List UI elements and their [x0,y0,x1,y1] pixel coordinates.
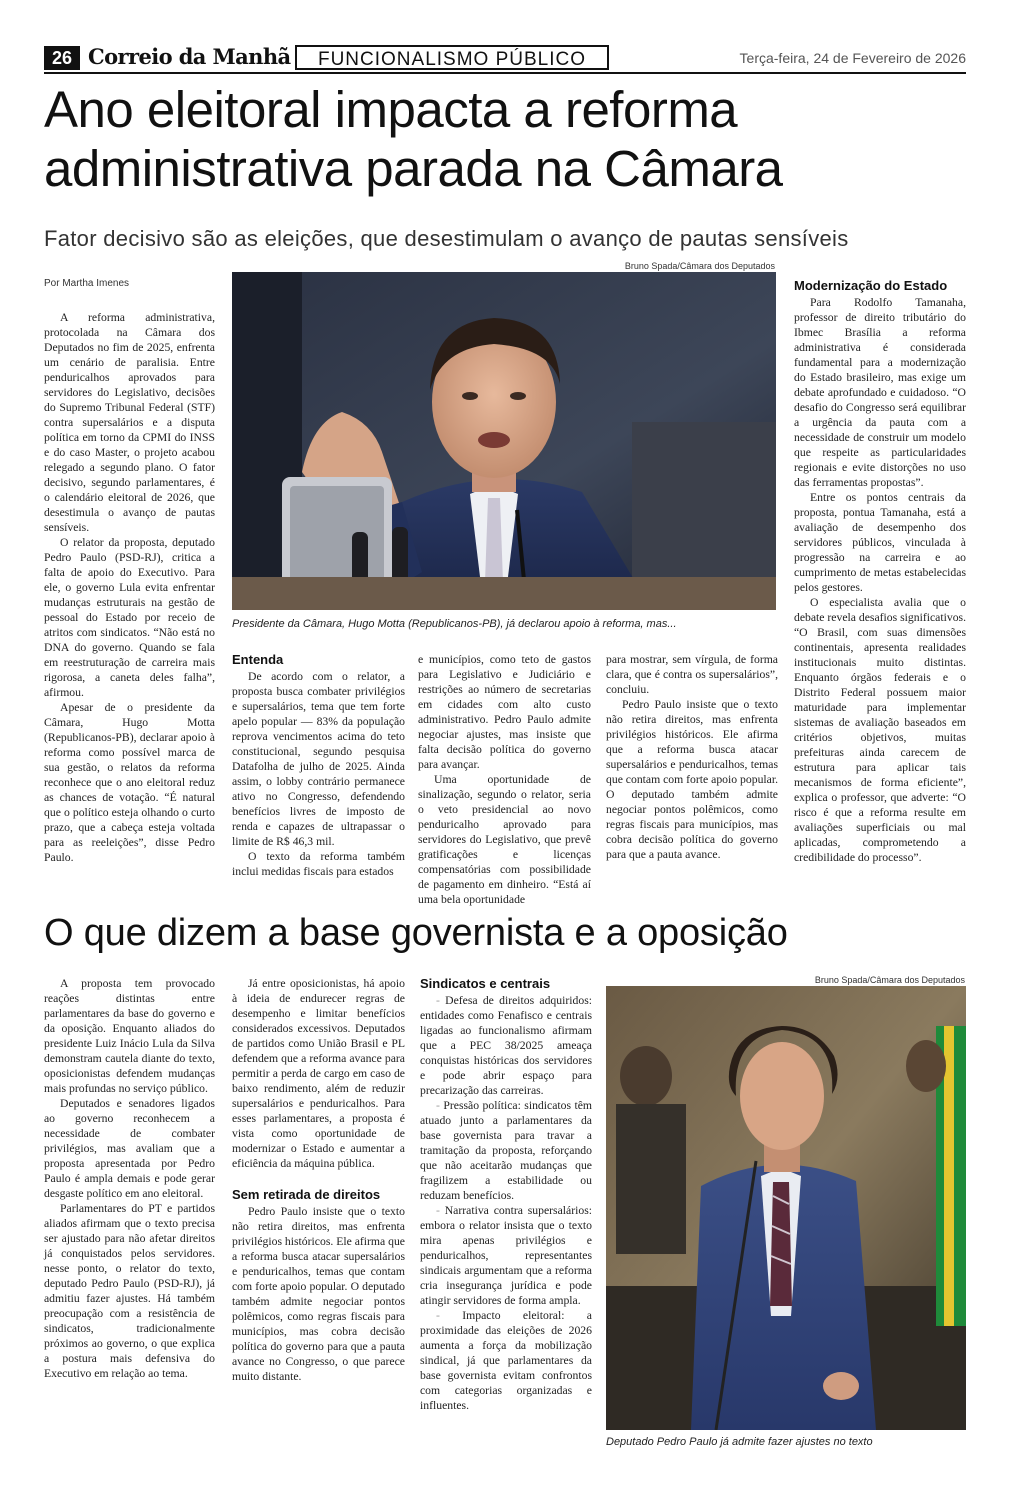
photo-pedro-paulo [606,986,966,1430]
dash-marker: - [436,1309,463,1322]
entenda-heading: Entenda [232,652,284,667]
paragraph: Uma oportunidade de sinalização, segundo o relator, seria o veto presidencial ao novo penduricalho aprovado para servidores do Legislativo, que prevê gratificações e licenças compensatórias com possibilidade de pagamento em dinheiro. “Está aí uma bela oportunidade [418,773,591,906]
dash-marker: - [436,994,446,1007]
newspaper-logo: Correio da Manhã [88,44,291,69]
byline: Por Martha Imenes [44,278,130,289]
section-label: FUNCIONALISMO PÚBLICO [295,45,609,70]
paragraph: e municípios, como teto de gastos para Legislativo e Judiciário e restrições ao número de secretarias em cidades com alto custo administrativo. Pedro Paulo admite negociar ajustes, mas insiste que falta decisão política do governo para avançar. [418,653,591,771]
bullet-paragraph: - Impacto eleitoral: a proximidade das eleições de 2026 aumenta a força da mobilização sindical, já que parlamentares da base governista evitam confrontos com categorias organizadas e influentes. [420,1309,592,1412]
bullet-paragraph: - Defesa de direitos adquiridos: entidades como Fenafisco e centrais ligadas ao funcionalismo afirmam que a PEC 38/2025 ameaça conquistas históricas dos servidores e pode abrir espaço para precarização das carreiras. [420,994,592,1097]
deputy-speaking-illustration [606,986,966,1430]
article-headline: Ano eleitoral impacta a reforma administrativa parada na Câmara [44,81,783,197]
header-rule [44,72,966,74]
paragraph: A reforma administrativa, protocolada na Câmara dos Deputados no fim de 2025, enfrenta um cenário de paralisia. Entre penduricalhos aprovados para servidores do Legislativo, decisões do Supremo Tribunal Federal (STF) contra supersalários e a disputa política em torno da CPMI do INSS e do caso Master, o projeto acabou relegado a segundo plano. O fator decisivo, segundo parlamentares, é o calendário eleitoral de 2026, que desestimula o avanço de pautas sensíveis. [44,311,215,534]
photo-caption: Deputado Pedro Paulo já admite fazer ajustes no texto [606,1436,873,1448]
article1-column-4 [606,652,778,862]
paragraph: A proposta tem provocado reações distintas entre parlamentares da base do governo e da oposição. Enquanto aliados do presidente Luiz Inácio Lula da Silva demonstram cautela diante do texto, oposicionistas defendem mudanças mais profundas no serviço público. [44,977,215,1095]
sem-retirada-heading: Sem retirada de direitos [232,1187,381,1202]
article1-column-1 [44,310,215,865]
paragraph: Pedro Paulo insiste que o texto não retira direitos, mas enfrenta privilégios históricos. Ele afirma que a reforma busca atacar supersalários e penduricalhos, temas que contam com forte apoio popular. O deputado também admite negociar pontos polêmicos, como regras fiscais para municípios, mas cobra decisão política do governo para que a pauta avance. [606,698,779,861]
page-number: 26 [44,46,80,70]
modernizacao-heading: Modernização do Estado [794,278,948,293]
article2-column-2 [232,976,405,1384]
photo-credit: Bruno Spada/Câmara dos Deputados [814,975,965,985]
article1-column-5 [794,278,966,865]
paragraph: O texto da reforma também inclui medidas fiscais para estados [232,850,405,878]
photo-hugo-motta [232,272,776,610]
paragraph: Pedro Paulo insiste que o texto não retira direitos, mas enfrenta privilégios históricos. Ele afirma que a reforma busca atacar supersalários e penduricalhos, temas que contam com forte apoio popular. O deputado também admite negociar pontos polêmicos, como regras fiscais para municípios, mas cobra decisão política do governo para que a pauta avance no Congresso, o que parece muito distante. [232,1205,405,1383]
bullet-paragraph: - Narrativa contra supersalários: embora o relator insista que o texto mira apenas privilégios e penduricalhos, representantes sindicais argumentam que a reforma cria insegurança jurídica e pode atingir servidores de forma ampla. [420,1204,592,1307]
article2-column-3 [420,976,592,1413]
article2-column-1 [44,976,215,1381]
article2-headline: O que dizem a base governista e a oposição [44,912,788,954]
speaker-at-podium-illustration [232,272,776,610]
dash-marker: - [436,1099,444,1112]
article-subhead: Fator decisivo são as eleições, que desestimulam o avanço de pautas sensíveis [44,226,849,251]
article1-column-3 [418,652,591,907]
issue-date: Terça-feira, 24 de Fevereiro de 2026 [739,50,966,66]
dash-marker: - [436,1204,445,1217]
bullet-paragraph: - Pressão política: sindicatos têm atuado junto a parlamentares da base governista para travar a tramitação da proposta, reforçando que não aceitarão mudanças que fragilizem a estabilidade ou reduzam benefícios. [420,1099,592,1202]
paragraph: Deputados e senadores ligados ao governo reconhecem a necessidade de combater privilégios, mas avaliam que a proposta apresentada por Pedro Paulo é ampla demais e pode gerar desgaste político em ano eleitoral. [44,1097,215,1200]
paragraph: De acordo com o relator, a proposta busca combater privilégios e supersalários, tema que tem forte apelo popular — 83% da população reprova vencimentos acima do teto constitucional, segundo pesquisa Datafolha de julho de 2025. Ainda assim, o lobby contrário permanece ativo no Congresso, defendendo benefícios livres de imposto de renda e capazes de ultrapassar o limite de R$ 46,3 mil. [232,670,405,848]
paragraph: Apesar de o presidente da Câmara, Hugo Motta (Republicanos-PB), declarar apoio à reforma como possível marca de sua gestão, o relatos da reforma reconhece que o ano eleitoral reduz as chances de votação. “É natural que o político esteja olhando o curto prazo, que a cabeça esteja voltada para as reeleições”, disse Pedro Paulo. [44,701,215,864]
paragraph: O relator da proposta, deputado Pedro Paulo (PSD-RJ), critica a falta de apoio do Executivo. Para ele, o governo Lula evita enfrentar mudanças estruturais na gestão de pessoal do Estado por receio de atritos com sindicatos. “Não está no DNA do governo. Quando se fala em reestruturação de carreira mais rigorosa, a caneta deles falha”, afirmou. [44,536,215,699]
paragraph: Entre os pontos centrais da proposta, pontua Tamanaha, está a avaliação de desempenho dos servidores públicos, vinculada à progressão na carreira e ao cumprimento de metas estabelecidas pelos gestores. [794,491,966,594]
paragraph: Parlamentares do PT e partidos aliados afirmam que o texto precisa ser ajustado para não afetar direitos já conquistados pelos servidores. nesse ponto, o relator do texto, deputado Pedro Paulo (PSD-RJ), já admitiu fazer ajustes. Há também preocupação com a resistência de sindicatos, tradicionalmente próximos ao governo, o que explica a postura mais defensiva do Executivo em relação ao tema. [44,1202,215,1380]
paragraph: O especialista avalia que o debate revela desafios significativos. “O Brasil, com suas dimensões continentais, apresenta realidades institucionais muito distintas. Enquanto órgãos federais e o Distrito Federal possuem maior maturidade para implementar sistemas de avaliação baseados em critérios objetivos, muitas prefeituras ainda carecem de estrutura para aplicar tais mecanismos de forma eficiente”, explica o professor, que adverte: “O risco é que a reforma resulte em avaliações superficiais ou mal aplicadas, comprometendo a credibilidade do processo”. [794,596,967,864]
paragraph: para mostrar, sem vírgula, de forma clara, que é contra os supersalários”, concluiu. [606,653,778,696]
photo-credit: Bruno Spada/Câmara dos Deputados [624,261,775,271]
paragraph: Para Rodolfo Tamanaha, professor de direito tributário do Ibmec Brasília a reforma administrativa é considerada fundamental para a modernização do Estado brasileiro, mas exige um debate aprofundado e cuidadoso. “O desafio do Congresso será equilibrar a urgência da pauta com a necessidade de construir um modelo que respeite as particularidades regionais e evite distorções no uso das ferramentas propostas”. [794,296,966,489]
article1-column-2 [232,652,405,879]
paragraph: Já entre oposicionistas, há apoio à ideia de endurecer regras de desempenho e limitar benefícios considerados excessivos. Deputados de partidos como União Brasil e PL defendem que a reforma avance para permitir a perda de cargo em caso de baixo rendimento, além de reduzir supersalários e penduricalhos. Para esses parlamentares, a proposta é vista como oportunidade de modernizar o Estado e aumentar a eficiência da máquina pública. [232,977,405,1170]
photo-caption: Presidente da Câmara, Hugo Motta (Republicanos-PB), já declarou apoio à reforma, mas... [232,618,677,630]
sindicatos-heading: Sindicatos e centrais [420,976,551,991]
